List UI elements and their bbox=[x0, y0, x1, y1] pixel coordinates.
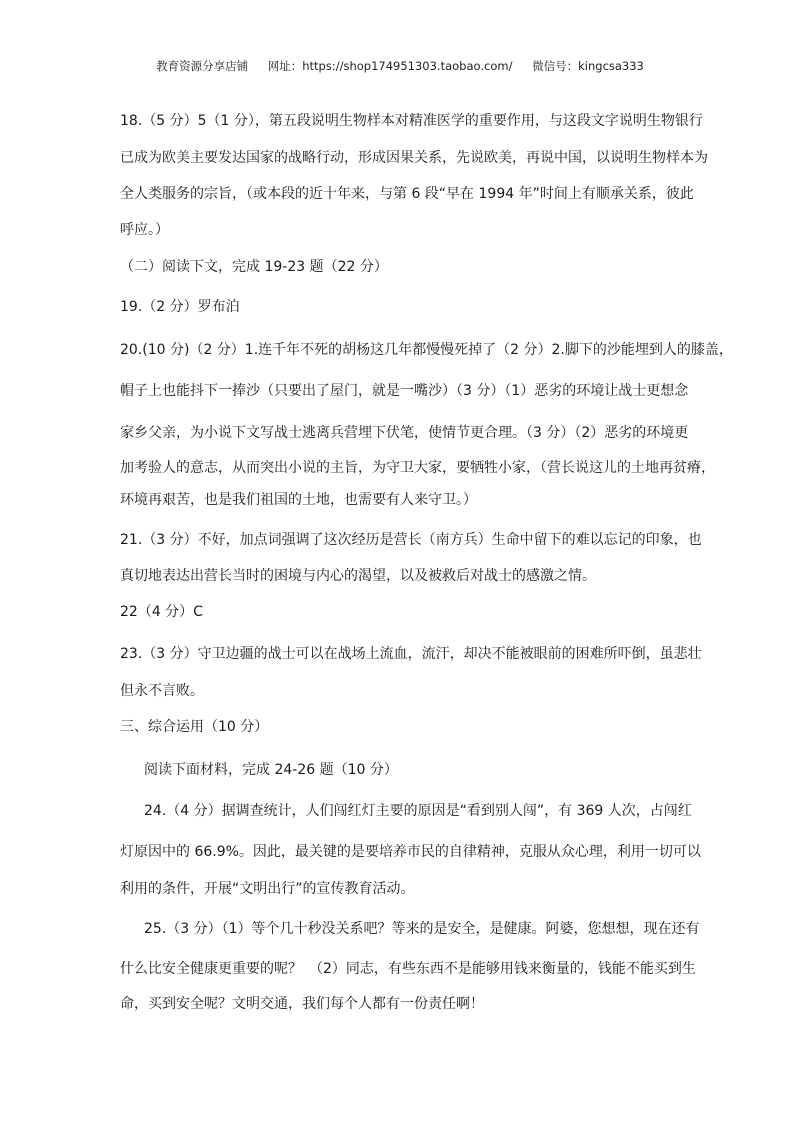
header-wechat: 微信号：kingcsa333 bbox=[532, 59, 644, 73]
text-line: 21.（3 分）不好，加点词强调了这次经历是营长（南方兵）生命中留下的难以忘记的印象，也 bbox=[120, 532, 702, 548]
section-heading: （二）阅读下文，完成 19-23 题（22 分） bbox=[120, 259, 388, 275]
text-line: 24.（4 分）据调查统计，人们闯红灯主要的原因是“看到别人闯”，有 369 人次，占闯红 bbox=[144, 803, 692, 819]
text-line: 加考验人的意志，从而突出小说的主旨，为守卫大家，要牺牲小家，（营长说这儿的土地再贫瘠， bbox=[120, 460, 715, 476]
text-line: 20.(10 分)（2 分）1.连千年不死的胡杨这几年都慢慢死掉了（2 分）2.脚下的沙能埋到人的膝盖， bbox=[120, 342, 733, 358]
text-line: 全人类服务的宗旨，（或本段的近十年来，与第 6 段“早在 1994 年”时间上有顺承关系，彼此 bbox=[120, 186, 694, 202]
text-line: 阅读下面材料，完成 24-26 题（10 分） bbox=[144, 762, 398, 778]
text-line: 命，买到安全呢？文明交通，我们每个人都有一份责任啊！ bbox=[120, 996, 484, 1012]
section-heading: 三、综合运用（10 分） bbox=[120, 719, 269, 735]
text-line: 家乡父亲，为小说下文写战士逃离兵营埋下伏笔，使情节更合理。（3 分）（2）恶劣的环境更 bbox=[120, 425, 689, 441]
text-line: 什么比安全健康更重要的呢？ （2）同志，有些东西不是能够用钱来衡量的，钱能不能买到生 bbox=[120, 961, 696, 977]
text-line: 利用的条件，开展“文明出行”的宣传教育活动。 bbox=[120, 881, 415, 897]
text-line: 25.（3 分）（1）等个几十秒没关系吧？等来的是安全，是健康。阿婆，您想想，现在还有 bbox=[144, 921, 700, 937]
text-line: 呼应。） bbox=[120, 222, 169, 238]
page-header bbox=[0, 58, 800, 74]
header-url: 网址：https://shop174951303.taobao.com/ bbox=[267, 59, 513, 73]
text-line: 灯原因中的 66.9%。因此，最关键的是要培养市民的自律精神，克服从众心理，利用一切可以 bbox=[120, 844, 701, 860]
text-line: 环境再艰苦，也是我们祖国的土地，也需要有人来守卫。） bbox=[120, 492, 477, 508]
header-shop: 教育资源分享店铺 bbox=[156, 59, 249, 73]
text-line: 已成为欧美主要发达国家的战略行动，形成因果关系，先说欧美，再说中国，以说明生物样本为 bbox=[120, 150, 708, 166]
text-line: 真切地表达出营长当时的困境与内心的渴望，以及被救后对战士的感激之情。 bbox=[120, 568, 596, 584]
text-line: 18.（5 分）5（1 分），第五段说明生物样本对精准医学的重要作用，与这段文字说明生物银行 bbox=[120, 113, 703, 129]
text-line: 但永不言败。 bbox=[120, 683, 204, 699]
text-line: 22（4 分）C bbox=[120, 604, 203, 620]
text-line: 帽子上也能抖下一捧沙（只要出了屋门，就是一嘴沙）（3 分）（1）恶劣的环境让战士更想念 bbox=[120, 383, 689, 399]
text-line: 19.（2 分）罗布泊 bbox=[120, 299, 240, 315]
text-line: 23.（3 分）守卫边疆的战士可以在战场上流血，流汗，却决不能被眼前的困难所吓倒，虽悲壮 bbox=[120, 646, 702, 662]
